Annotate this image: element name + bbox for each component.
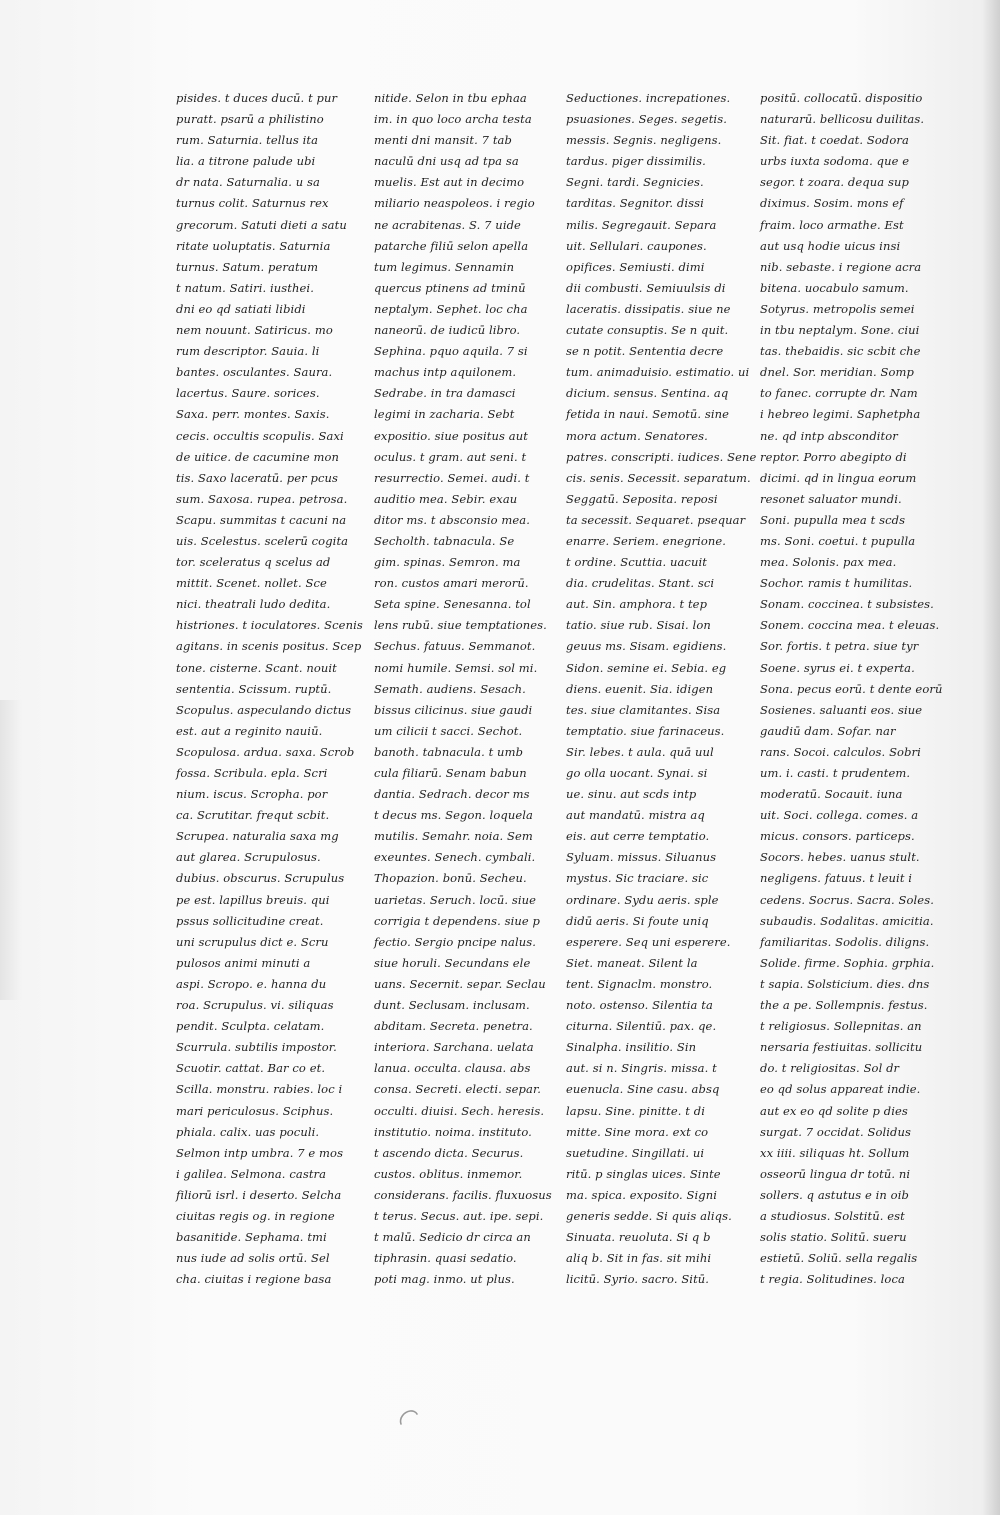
- text-line: institutio. noima. instituto.: [374, 1124, 532, 1139]
- text-line: dicimi. qd in lingua eorum: [760, 470, 917, 485]
- text-line: surgat. 7 occidat. Solidus: [760, 1124, 911, 1139]
- text-line: lanua. occulta. clausa. abs: [374, 1061, 531, 1076]
- text-line: sum. Saxosa. rupea. petrosa.: [176, 491, 348, 506]
- text-line: diens. euenit. Sia. idigen: [566, 681, 714, 696]
- text-line: tis. Saxo laceratū. per pcus: [176, 470, 339, 485]
- text-line: Sinalpha. insilitio. Sin: [566, 1040, 697, 1055]
- text-line: ritate uoluptatis. Saturnia: [176, 238, 331, 253]
- text-line: considerans. facilis. fluxuosus: [374, 1187, 552, 1202]
- text-line: ue. sinu. aut scds intp: [566, 787, 697, 802]
- text-line: dantia. Sedrach. decor ms: [374, 787, 530, 802]
- text-line: pisides. t duces ducū. t pur: [176, 91, 338, 105]
- text-line: puratt. psarū a philistino: [176, 112, 324, 127]
- text-line: filiorū isrl. i deserto. Selcha: [176, 1187, 342, 1202]
- text-line: consa. Secreti. electi. separ.: [374, 1082, 542, 1097]
- text-line: ritū. p singlas uices. Sinte: [566, 1166, 721, 1181]
- text-column-2: [374, 88, 566, 1290]
- text-line: exeuntes. Senech. cymbali.: [374, 850, 536, 865]
- text-line: Soni. pupulla mea t scds: [760, 512, 906, 527]
- text-line: Sonem. coccina mea. t eleuas.: [760, 618, 940, 633]
- text-line: cula filiarū. Senam babun: [374, 766, 527, 780]
- text-line: ma. spica. exposito. Signi: [566, 1187, 718, 1202]
- text-line: aut. si n. Singris. missa. t: [566, 1061, 717, 1076]
- text-line: Sochor. ramis t humilitas.: [760, 576, 913, 591]
- text-line: Scrupea. naturalia saxa mg: [176, 829, 339, 844]
- text-line: nib. sebaste. i regione acra: [760, 259, 922, 274]
- text-line: noto. ostenso. Silentia ta: [566, 998, 713, 1013]
- page-edge-shadow-left: [0, 700, 22, 1000]
- text-line: eo qd solus appareat indie.: [760, 1082, 921, 1097]
- text-line: pulosos animi minuti a: [176, 955, 311, 970]
- text-line: quercus ptinens ad tminū: [374, 280, 526, 295]
- text-line: histriones. t ioculatores. Scenis: [176, 618, 363, 633]
- text-line: Selmon intp umbra. 7 e mos: [176, 1145, 344, 1160]
- text-line: suetudine. Singillati. ui: [566, 1145, 705, 1160]
- text-line: naneorū. de iudicū libro.: [374, 323, 521, 338]
- text-line: um cilicii t sacci. Sechot.: [374, 723, 523, 738]
- text-line: Segni. tardi. Segnicies.: [566, 175, 704, 190]
- text-line: messis. Segnis. negligens.: [566, 133, 722, 148]
- text-line: euenucla. Sine casu. absq: [566, 1082, 720, 1097]
- text-line: go olla uocant. Synai. si: [566, 766, 708, 780]
- text-line: mari periculosus. Sciphus.: [176, 1103, 334, 1118]
- text-line: Scilla. monstru. rabies. loc i: [176, 1082, 343, 1097]
- text-line: t sapia. Solsticium. dies. dns: [760, 976, 930, 991]
- text-line: ca. Scrutitar. frequt scbit.: [176, 808, 330, 823]
- text-line: tent. Signaclm. monstro.: [566, 976, 713, 991]
- text-line: osseorū lingua dr totū. ni: [760, 1166, 911, 1181]
- text-line: Seta spine. Senesanna. tol: [374, 597, 531, 612]
- text-line: auditio mea. Sebir. exau: [374, 491, 518, 506]
- text-line: mittit. Scenet. nollet. Sce: [176, 576, 327, 591]
- text-line: Secholth. tabnacula. Se: [374, 533, 515, 548]
- text-line: tum. animaduisio. estimatio. ui: [566, 365, 750, 380]
- text-line: abditam. Secreta. penetra.: [374, 1019, 533, 1034]
- text-line: mora actum. Senatores.: [566, 428, 708, 443]
- text-line: gaudiū dam. Sofar. nar: [760, 723, 896, 738]
- text-line: moderatū. Socauit. iuna: [760, 787, 903, 802]
- text-line: oculus. t gram. aut seni. t: [374, 449, 527, 464]
- text-line: ciuitas regis og. in regione: [176, 1208, 335, 1223]
- text-line: dia. crudelitas. Stant. sci: [566, 576, 715, 591]
- text-line: t religiosus. Sollepnitas. an: [760, 1019, 922, 1034]
- text-line: rans. Socoi. calculos. Sobri: [760, 744, 921, 759]
- text-line: tatio. siue rub. Sisai. lon: [566, 618, 711, 633]
- text-line: dicium. sensus. Sentina. aq: [566, 386, 729, 401]
- text-line: nitide. Selon in tbu ephaa: [374, 91, 527, 105]
- text-line: pe est. lapillus breuis. qui: [176, 892, 330, 907]
- text-line: cis. senis. Secessit. separatum.: [566, 470, 751, 485]
- text-line: tor. sceleratus q scelus ad: [176, 555, 331, 570]
- text-line: siue horuli. Secundans ele: [374, 955, 531, 970]
- page-edge-shadow-right: [982, 0, 1000, 1515]
- text-line: ta secessit. Sequaret. psequar: [566, 512, 746, 527]
- text-line: im. in quo loco archa testa: [374, 112, 532, 127]
- text-line: resurrectio. Semei. audi. t: [374, 470, 530, 485]
- text-line: mutilis. Semahr. noia. Sem: [374, 829, 533, 844]
- text-line: lacertus. Saure. sorices.: [176, 386, 320, 401]
- text-line: Sit. fiat. t coedat. Sodora: [760, 133, 909, 148]
- text-line: do. t religiositas. Sol dr: [760, 1061, 900, 1076]
- text-line: dunt. Seclusam. inclusam.: [374, 998, 530, 1013]
- text-line: xx iiii. siliquas ht. Sollum: [760, 1145, 910, 1160]
- text-line: dni eo qd satiati libidi: [176, 301, 306, 316]
- text-line: Sidon. semine ei. Sebia. eg: [566, 660, 727, 675]
- text-line: citurna. Silentiū. pax. qe.: [566, 1019, 717, 1034]
- text-line: cecis. occultis scopulis. Saxi: [176, 428, 344, 443]
- text-line: licitū. Syrio. sacro. Sitū.: [566, 1272, 710, 1287]
- text-line: eis. aut cerre temptatio.: [566, 829, 710, 844]
- text-line: machus intp aquilonem.: [374, 365, 517, 380]
- text-line: rum. Saturnia. tellus ita: [176, 133, 319, 148]
- text-line: pssus sollicitudine creat.: [176, 913, 324, 928]
- text-line: gim. spinas. Semron. ma: [374, 555, 521, 570]
- text-line: t natum. Satiri. iusthei.: [176, 280, 314, 295]
- text-line: milis. Segregauit. Separa: [566, 217, 717, 232]
- text-line: turnus. Satum. peratum: [176, 259, 319, 274]
- text-line: Siet. maneat. Silent la: [566, 955, 698, 970]
- text-line: Sor. fortis. t petra. siue tyr: [760, 639, 919, 654]
- text-line: tum legimus. Sennamin: [374, 259, 515, 274]
- text-line: Seductiones. increpationes.: [566, 91, 731, 105]
- text-line: cha. ciuitas i regione basa: [176, 1272, 332, 1287]
- text-line: nici. theatrali ludo dedita.: [176, 597, 331, 612]
- text-line: Semath. audiens. Sesach.: [374, 681, 526, 696]
- text-line: uans. Secernit. separ. Seclau: [374, 976, 546, 991]
- text-line: turnus colit. Saturnus rex: [176, 196, 329, 211]
- text-line: Solide. firme. Sophia. grphia.: [760, 955, 935, 970]
- text-line: the a pe. Sollempnis. festus.: [760, 998, 928, 1013]
- text-line: expositio. siue positus aut: [374, 428, 528, 443]
- text-line: uni scrupulus dict e. Scru: [176, 934, 329, 949]
- text-line: mea. Solonis. pax mea.: [760, 555, 897, 570]
- text-line: Sinuata. reuoluta. Si q b: [566, 1230, 711, 1245]
- text-line: Soene. syrus ei. t experta.: [760, 660, 915, 675]
- text-line: micus. consors. particeps.: [760, 829, 915, 844]
- text-line: bissus cilicinus. siue gaudi: [374, 702, 533, 717]
- text-line: nersaria festiuitas. sollicitu: [760, 1040, 923, 1055]
- text-line: sententia. Scissum. ruptū.: [176, 681, 332, 696]
- text-line: solis statio. Solitū. sueru: [760, 1230, 907, 1245]
- text-line: psuasiones. Seges. segetis.: [566, 112, 727, 127]
- text-line: ne. qd intp absconditor: [760, 428, 898, 443]
- text-line: poti mag. inmo. ut plus.: [374, 1272, 515, 1287]
- text-line: tiphrasin. quasi sedatio.: [374, 1251, 517, 1266]
- text-line: t regia. Solitudines. loca: [760, 1272, 905, 1287]
- text-line: opifices. Semiusti. dimi: [566, 259, 705, 274]
- text-line: Sotyrus. metropolis semei: [760, 301, 915, 316]
- text-line: interiora. Sarchana. uelata: [374, 1040, 534, 1055]
- text-line: estietū. Soliū. sella regalis: [760, 1251, 918, 1266]
- text-line: reptor. Porro abegipto di: [760, 449, 907, 464]
- text-line: subaudis. Sodalitas. amicitia.: [760, 913, 934, 928]
- text-line: tas. thebaidis. sic scbit che: [760, 344, 921, 359]
- text-line: fetida in naui. Semotū. sine: [566, 407, 730, 422]
- text-line: positū. collocatū. dispositio: [760, 91, 923, 105]
- text-line: dii combusti. Semiuulsis di: [566, 280, 726, 295]
- text-line: corrigia t dependens. siue p: [374, 913, 541, 928]
- text-line: dnel. Sor. meridian. Somp: [760, 365, 914, 380]
- text-line: uis. Scelestus. scelerū cogita: [176, 533, 349, 548]
- text-line: generis sedde. Si quis aliqs.: [566, 1208, 732, 1223]
- text-line: nem nouunt. Satiricus. mo: [176, 323, 333, 338]
- text-line: enarre. Seriem. enegrione.: [566, 533, 727, 548]
- text-line: aliq b. Sit in fas. sit mihi: [566, 1251, 712, 1266]
- text-line: nomi humile. Semsi. sol mi.: [374, 660, 538, 675]
- text-line: rum descriptor. Sauia. li: [176, 344, 320, 359]
- text-line: Sonam. coccinea. t subsistes.: [760, 597, 934, 612]
- text-line: dr nata. Saturnalia. u sa: [176, 175, 320, 190]
- text-line: ms. Soni. coetui. t pupulla: [760, 533, 916, 548]
- text-line: de uitice. de cacumine mon: [176, 449, 340, 464]
- text-line: Sechus. fatuus. Semmanot.: [374, 639, 536, 654]
- text-line: a studiosus. Solstitū. est: [760, 1208, 905, 1223]
- text-line: t malū. Sedicio dr circa an: [374, 1230, 531, 1245]
- text-line: ditor ms. t absconsio mea.: [374, 512, 531, 527]
- text-column-1: [176, 88, 376, 1290]
- text-line: lapsu. Sine. pinitte. t di: [566, 1103, 705, 1118]
- text-line: bitena. uocabulo samum.: [760, 280, 909, 295]
- text-line: Socors. hebes. uanus stult.: [760, 850, 920, 865]
- text-line: aut ex eo qd solite p dies: [760, 1103, 908, 1118]
- text-line: resonet saluator mundi.: [760, 491, 902, 506]
- text-line: to fanec. corrupte dr. Nam: [760, 386, 918, 401]
- text-line: fossa. Scribula. epla. Scri: [176, 766, 328, 780]
- text-line: Thopazion. bonū. Secheu.: [374, 871, 527, 886]
- text-line: custos. oblitus. inmemor.: [374, 1166, 523, 1181]
- text-line: aut mandatū. mistra aq: [566, 808, 705, 823]
- text-line: tardus. piger dissimilis.: [566, 154, 706, 169]
- text-line: menti dni mansit. 7 tab: [374, 133, 512, 148]
- text-line: uit. Sellulari. caupones.: [566, 238, 707, 253]
- text-line: lia. a titrone palude ubi: [176, 154, 316, 169]
- text-line: patarche filiū selon apella: [374, 238, 529, 253]
- text-line: diximus. Sosim. mons ef: [760, 196, 904, 211]
- text-line: t terus. Secus. aut. ipe. sepi.: [374, 1208, 544, 1223]
- text-line: Sosienes. saluanti eos. siue: [760, 702, 923, 717]
- text-line: laceratis. dissipatis. siue ne: [566, 301, 731, 316]
- text-line: i galilea. Selmona. castra: [176, 1166, 327, 1181]
- text-line: sollers. q astutus e in oib: [760, 1187, 909, 1202]
- text-line: ne acrabitenas. S. 7 uide: [374, 217, 521, 232]
- text-line: Scopulus. aspeculando dictus: [176, 702, 352, 717]
- text-line: grecorum. Satuti dieti a satu: [176, 217, 347, 232]
- text-line: esperere. Seq uni esperere.: [566, 934, 731, 949]
- text-line: lens rubū. siue temptationes.: [374, 618, 547, 633]
- text-line: aspi. Scropo. e. hanna du: [176, 976, 327, 991]
- text-line: geuus ms. Sisam. egidiens.: [566, 639, 727, 654]
- text-line: fectio. Sergio pncipe nalus.: [374, 934, 537, 949]
- text-line: Scopulosa. ardua. saxa. Scrob: [176, 744, 355, 759]
- text-line: miliario neaspoleos. i regio: [374, 196, 535, 211]
- text-line: cutate consuptis. Se n quit.: [566, 323, 729, 338]
- text-line: Scapu. summitas t cacuni na: [176, 512, 347, 527]
- text-line: Saxa. perr. montes. Saxis.: [176, 407, 330, 422]
- text-line: tone. cisterne. Scant. nouit: [176, 660, 337, 675]
- text-line: nus iude ad solis ortū. Sel: [176, 1251, 330, 1266]
- text-column-3: [566, 88, 757, 1290]
- text-line: Sephina. pquo aquila. 7 si: [374, 344, 528, 359]
- text-line: familiaritas. Sodolis. diligns.: [760, 934, 930, 949]
- text-line: aut. Sin. amphora. t tep: [566, 597, 708, 612]
- text-line: Seggatū. Seposita. reposi: [566, 491, 718, 506]
- text-line: tarditas. Segnitor. dissi: [566, 196, 704, 211]
- text-line: in tbu neptalym. Sone. ciui: [760, 323, 920, 338]
- text-line: t ascendo dicta. Securus.: [374, 1145, 524, 1160]
- ink-stroke-mark: [398, 1408, 420, 1426]
- text-line: t ordine. Scuttia. uacuit: [566, 555, 707, 570]
- text-line: Sona. pecus eorū. t dente eorū: [760, 681, 943, 696]
- text-line: nium. iscus. Scropha. por: [176, 787, 328, 802]
- text-line: se n potit. Sententia decre: [566, 344, 724, 359]
- text-line: temptatio. siue farinaceus.: [566, 723, 725, 738]
- text-line: negligens. fatuus. t leuit i: [760, 871, 913, 886]
- text-line: pendit. Sculpta. celatam.: [176, 1019, 325, 1034]
- text-line: aut glarea. Scrupulosus.: [176, 850, 321, 865]
- text-line: mystus. Sic traciare. sic: [566, 871, 709, 886]
- text-line: dubius. obscurus. Scrupulus: [176, 871, 345, 886]
- text-line: cedens. Socrus. Sacra. Soles.: [760, 892, 934, 907]
- text-line: naturarū. bellicosu duilitas.: [760, 112, 925, 127]
- text-line: phiala. calix. uas poculi.: [176, 1124, 320, 1139]
- text-column-4: [760, 88, 966, 1290]
- text-line: patres. conscripti. iudices. Sene: [566, 449, 757, 464]
- text-line: uit. Soci. collega. comes. a: [760, 808, 919, 823]
- text-line: tes. siue clamitantes. Sisa: [566, 702, 721, 717]
- text-line: uarietas. Seruch. locū. siue: [374, 892, 537, 907]
- text-line: t decus ms. Segon. loquela: [374, 808, 533, 823]
- text-line: naculū dni usq ad tpa sa: [374, 154, 519, 169]
- text-line: ordinare. Sydu aeris. sple: [566, 892, 719, 907]
- text-line: neptalym. Sephet. loc cha: [374, 301, 528, 316]
- text-line: agitans. in scenis positus. Scep: [176, 639, 362, 654]
- text-line: segor. t zoara. dequa sup: [760, 175, 909, 190]
- text-line: occulti. diuisi. Sech. heresis.: [374, 1103, 545, 1118]
- text-line: est. aut a reginito nauiū.: [176, 723, 323, 738]
- text-line: i hebreo legimi. Saphetpha: [760, 407, 921, 422]
- text-line: didū aeris. Si foute uniq: [566, 913, 709, 928]
- text-line: banoth. tabnacula. t umb: [374, 744, 524, 759]
- text-line: mitte. Sine mora. ext co: [566, 1124, 709, 1139]
- text-line: ron. custos amari merorū.: [374, 576, 529, 591]
- text-line: um. i. casti. t prudentem.: [760, 766, 911, 780]
- text-line: Scuotir. cattat. Bar co et.: [176, 1061, 326, 1076]
- text-line: bantes. osculantes. Saura.: [176, 365, 333, 380]
- text-line: legimi in zacharia. Sebt: [374, 407, 515, 422]
- text-line: Sir. lebes. t aula. quā uul: [566, 744, 714, 759]
- text-line: basanitide. Sephama. tmi: [176, 1230, 327, 1245]
- text-line: urbs iuxta sodoma. que e: [760, 154, 910, 169]
- text-line: Sedrabe. in tra damasci: [374, 386, 516, 401]
- text-line: Scurrula. subtilis impostor.: [176, 1040, 337, 1055]
- text-line: muelis. Est aut in decimo: [374, 175, 525, 190]
- text-line: aut usq hodie uicus insi: [760, 238, 901, 253]
- text-line: roa. Scrupulus. vi. siliquas: [176, 998, 334, 1013]
- text-line: Syluam. missus. Siluanus: [566, 850, 717, 865]
- text-line: fraim. loco armathe. Est: [760, 217, 904, 232]
